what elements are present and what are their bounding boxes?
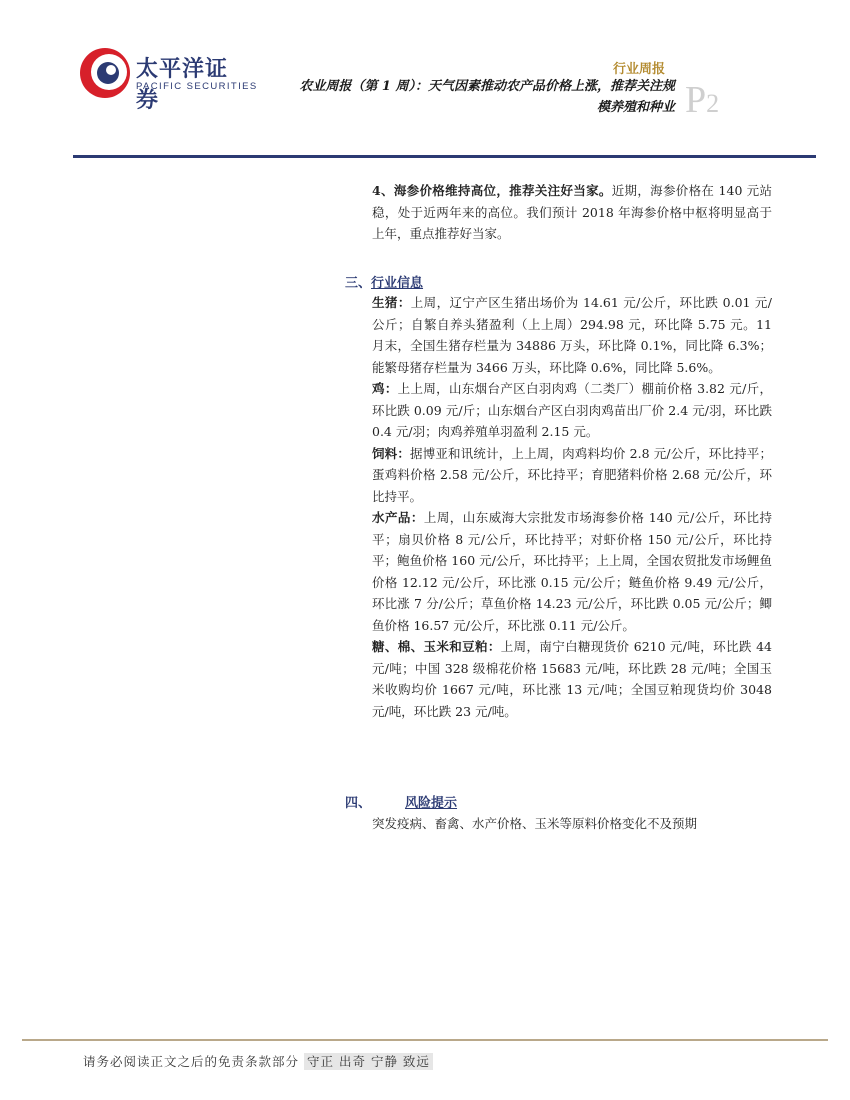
header-divider	[73, 155, 816, 158]
page-prefix: P	[685, 79, 707, 121]
section4-title: 风险提示	[405, 796, 458, 811]
feed-paragraph	[372, 443, 772, 508]
chicken-head: 鸡：	[372, 381, 398, 396]
company-name-en: PACIFIC SECURITIES	[136, 81, 258, 92]
pig-text: 上周，辽宁产区生猪出场价为 14.61 元/公斤，环比跌 0.01 元/公斤；自繁自养头猪盈利（上上周）294.98 元，环比降 5.75 元。11 月末，全国生猪存栏量为 34886 万头，环比降 0.1%，同比降 6.3%；能繁母猪存栏量为 3466 万头，环比降 0.6%，同比降 5.6%。	[372, 295, 772, 375]
crop-head: 糖、棉、玉米和豆粕：	[372, 639, 501, 654]
aqua-head: 水产品：	[372, 510, 424, 525]
footer-disclaimer: 请务必阅读正文之后的免责条款部分	[83, 1054, 300, 1069]
feed-head: 饲料：	[372, 445, 411, 461]
section4-number: 四、	[345, 796, 372, 811]
pig-paragraph	[372, 292, 772, 378]
report-title-line1: 农业周报（第 1 周）：天气因素推动农产品价格上涨，推荐关注规	[299, 79, 675, 94]
item4-head: 4、海参价格维持高位，推荐关注好当家。	[372, 183, 612, 198]
risk-text: 突发疫病、畜禽、水产价格、玉米等原料价格变化不及预期	[372, 816, 698, 831]
item4-text: 近期，海参价格在 140 元站稳，处于近两年来的高位。我们预计 2018 年海参价格中枢将明显高于上年，重点推荐好当家。	[372, 183, 773, 241]
footer	[83, 1052, 433, 1070]
industry-info	[372, 292, 772, 722]
aqua-paragraph	[372, 507, 772, 636]
crop-text: 上周，南宁白糖现货价 6210 元/吨，环比跌 44 元/吨；中国 328 级棉花价格 15683 元/吨，环比跌 28 元/吨；全国玉米收购均价 1667 元/吨，环比涨 13 元/吨；全国豆粕现货均价 3048 元/吨，环比跌 23 元/吨。	[372, 639, 772, 719]
chicken-text: 上上周，山东烟台产区白羽肉鸡（二类厂）棚前价格 3.82 元/斤，环比跌 0.09 元/斤；山东烟台产区白羽肉鸡苗出厂价 2.4 元/羽，环比跌 0.4 元/羽；肉鸡养殖单羽盈利 2.15 元。	[372, 381, 772, 439]
section3-heading	[345, 272, 423, 291]
report-type: 行业周报	[612, 62, 665, 77]
report-title	[250, 76, 675, 118]
page-number-value: 2	[706, 89, 720, 118]
company-name-cn: 太平洋证券	[136, 57, 229, 113]
page-number	[685, 78, 719, 122]
company-logo	[78, 46, 258, 113]
footer-motto: 守正 出奇 宁静 致远	[304, 1053, 433, 1070]
section4-heading	[345, 792, 457, 811]
aqua-text: 上周，山东威海大宗批发市场海参价格 140 元/公斤，环比持平；扇贝价格 8 元/公斤，环比持平；对虾价格 150 元/公斤，环比持平；鲍鱼价格 160 元/公斤，环比持平；上上周，全国农贸批发市场鲤鱼价格 12.12 元/公斤，环比涨 0.15 元/公斤；鲢鱼价格 9.49 元/公斤，环比涨 7 分/公斤；草鱼价格 14.23 元/公斤，环比跌 0.05 元/公斤；鲫鱼价格 16.57 元/公斤，环比涨 0.11 元/公斤。	[372, 510, 772, 633]
report-title-line2: 模养殖和种业	[596, 100, 675, 115]
main-content	[372, 180, 772, 245]
crop-paragraph	[372, 636, 772, 722]
pig-head: 生猪：	[372, 295, 411, 310]
feed-text: 据博亚和讯统计，上上周，肉鸡料均价 2.8 元/公斤，环比持平；蛋鸡料价格 2.58 元/公斤，环比持平；育肥猪料价格 2.68 元/公斤，环比持平。	[372, 445, 772, 504]
item4-paragraph	[372, 180, 772, 245]
footer-divider	[22, 1039, 828, 1041]
section3-number: 三、	[345, 276, 372, 291]
chicken-paragraph	[372, 378, 772, 443]
pacific-securities-logo-icon	[78, 46, 132, 100]
section3-title: 行业信息	[371, 276, 424, 291]
